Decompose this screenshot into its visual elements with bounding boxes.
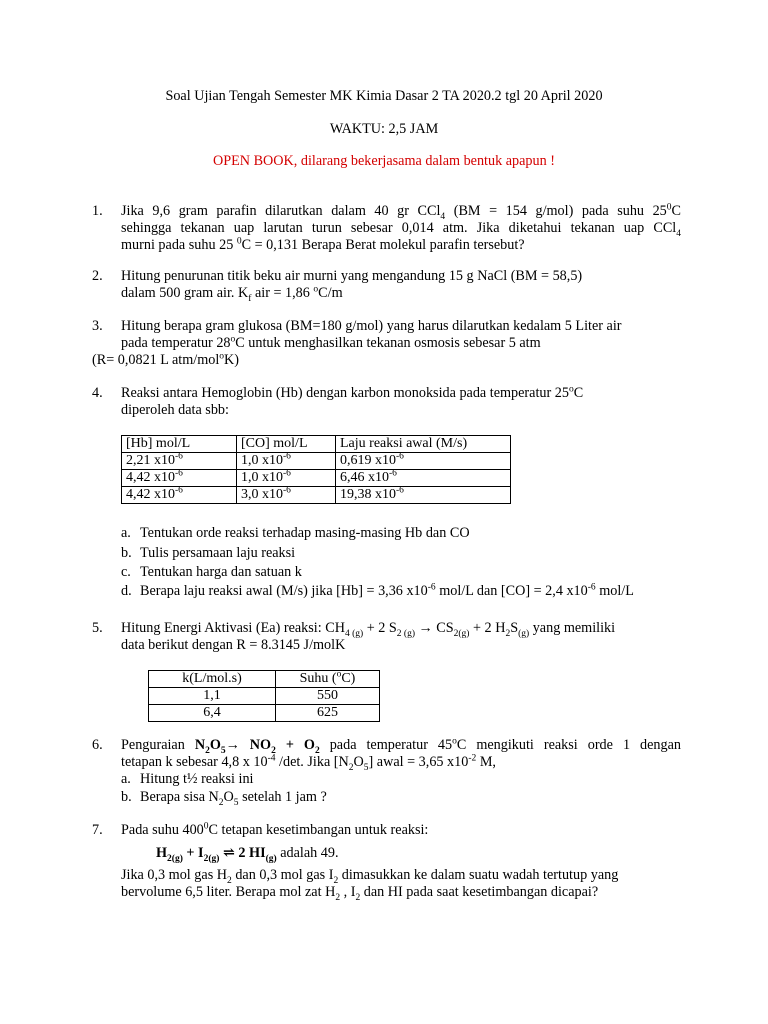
q3-line2: pada temperatur 28$^o$C untuk menghasilkan tekanan osmosis sebesar 5 atm <box>121 334 541 351</box>
q4-line1: Reaksi antara Hemoglobin (Hb) dengan karbon monoksida pada temperatur 25$^o$C <box>121 384 584 401</box>
exam-title: Soal Ujian Tengah Semester MK Kimia Dasar 2 TA 2020.2 tgl 20 April 2020 <box>165 88 603 104</box>
q2-number: 2. <box>92 268 103 284</box>
q4-line2: diperoleh data sbb: <box>121 402 229 418</box>
table-row: 6,4 625 <box>149 705 380 722</box>
q4-item-b: b. Tulis persamaan laju reaksi <box>121 545 296 561</box>
q1-line3: murni pada suhu 25 $^0$C = 0,131 Berapa Berat molekul parafin tersebut? <box>121 236 525 253</box>
table-row: 4,42 $x10^{-6}$ 3,0 $x10^{-6}$ 19,38 $x10^{-6}$ <box>122 487 511 504</box>
q2-line1: Hitung penurunan titik beku air murni yang mengandung 15 g NaCl (BM = 58,5) <box>121 268 583 284</box>
q6-item-a: a. Hitung t½ reaksi ini <box>121 771 254 787</box>
q6-item-b: b. Berapa sisa $N_2O_5$ setelah 1 jam ? <box>121 789 327 808</box>
q4-number: 4. <box>92 385 103 401</box>
q4-data-table <box>121 435 511 504</box>
q7-equation: $H_{2(g)} + I_{2(g)}$ ⇌ 2 $HI_{(g)}$ adalah 49. <box>156 845 339 864</box>
q2-line2: dalam 500 gram air. $K_f$ air = 1,86 $^o$C/m <box>121 284 343 304</box>
q6-line1: Penguraian $N_2O_5\to NO_2 + O_2$ pada temperatur 45$^o$C mengikuti reaksi orde 1 dengan <box>121 736 681 756</box>
table-row: 1,1 550 <box>149 688 380 705</box>
q5-number: 5. <box>92 620 103 636</box>
q5-data-table <box>148 670 380 722</box>
q4-item-d: d. Berapa laju reaksi awal (M/s) jika [Hb] = 3,36 $x10^{-6}$ mol/L dan [CO] = 2,4 $x10^{-6}$ mol/L <box>121 582 634 599</box>
exam-notice: OPEN BOOK, dilarang bekerjasama dalam bentuk apapun ! <box>213 153 555 169</box>
header-temp: Suhu ($^o$C) <box>276 671 380 688</box>
q7-line1: Pada suhu $400^0C$ tetapan kesetimbangan untuk reaksi: <box>121 821 429 838</box>
table-header-row <box>122 436 511 453</box>
q6-line2: tetapan k sebesar 4,8 x $10^{-4}$ /det. Jika $[N_2O_5]$ awal = 3,65 $x10^{-2}$ M, <box>121 753 496 773</box>
exam-duration: WAKTU: 2,5 JAM <box>329 121 439 137</box>
q1-text <box>121 203 681 254</box>
q3-number: 3. <box>92 318 103 334</box>
q3-gas-constant: (R= 0,0821 L atm/mol$^o$K) <box>92 351 240 368</box>
q7-number: 7. <box>92 822 103 838</box>
q7-line3: Jika 0,3 mol gas $H_2$ dan 0,3 mol gas $I_2$ dimasukkan ke dalam suatu wadah tertutup yang <box>121 867 619 886</box>
q6-text <box>121 737 681 771</box>
q3-text <box>121 318 681 352</box>
q4-item-a: a. Tentukan orde reaksi terhadap masing-masing Hb dan CO <box>121 525 470 541</box>
q5-text <box>121 620 681 654</box>
q6-number: 6. <box>92 737 103 753</box>
q1-line2: sehingga tekanan uap larutan turun sebesar 0,014 atm. Jika diketahui tekanan uap CCl$_4$ <box>121 220 681 239</box>
q4-text <box>121 385 681 419</box>
q1-number: 1. <box>92 203 103 219</box>
q7-text <box>121 867 681 901</box>
header-hb: [Hb] mol/L <box>122 436 237 453</box>
table-header-row <box>149 671 380 688</box>
q5-line2: data berikut dengan R = 8.3145 J/molK <box>121 637 346 653</box>
q4-item-c: c. Tentukan harga dan satuan k <box>121 564 302 580</box>
table-row: 4,42 $x10^{-6}$ 1,0 $x10^{-6}$ 6,46 $x10^{-6}$ <box>122 470 511 487</box>
header-k: k(L/mol.s) <box>149 671 276 688</box>
q1-line1: Jika 9,6 gram parafin dilarutkan dalam 40 gr CCl$_4$ (BM = 154 g/mol) pada suhu $25^0C$ <box>121 202 681 222</box>
header-rate: Laju reaksi awal (M/s) <box>336 436 511 453</box>
q7-line4: bervolume 6,5 liter. Berapa mol zat $H_2$ , $I_2$ dan HI pada saat kesetimbangan dicapai? <box>121 884 599 903</box>
q5-line1: Hitung Energi Aktivasi (Ea) reaksi: $CH_{4 (g)} + 2$ $S_{2 (g)} \to CS_{2(g)} + 2$ $H_2S_{(g)}$ yang memiliki <box>121 620 616 639</box>
q2-text <box>121 268 681 302</box>
header-co: [CO] mol/L <box>237 436 336 453</box>
q3-line1: Hitung berapa gram glukosa (BM=180 g/mol) yang harus dilarutkan kedalam 5 Liter air <box>121 318 622 334</box>
table-row: 2,21 $x10^{-6}$ 1,0 $x10^{-6}$ 0,619 $x10^{-6}$ <box>122 453 511 470</box>
